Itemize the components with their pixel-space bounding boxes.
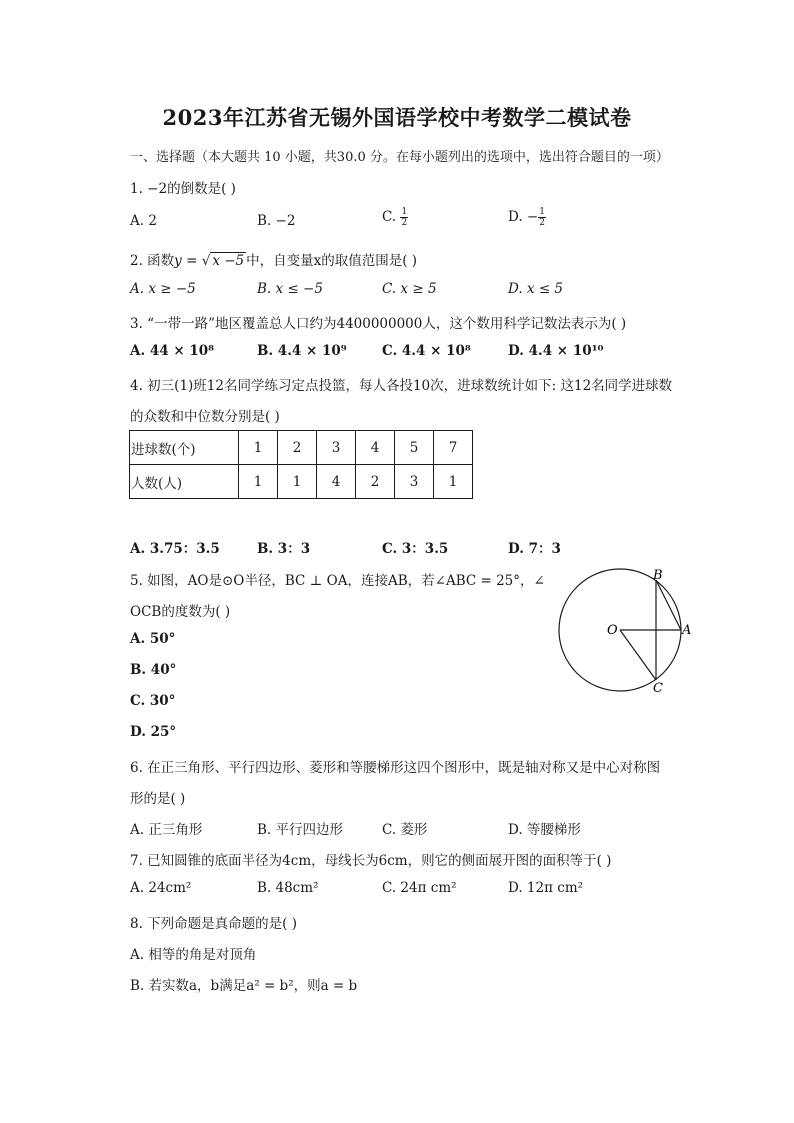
- q1-option-c: [382, 207, 408, 228]
- table-cell: 1: [239, 431, 278, 465]
- q2-option-a: A. x ≥ −5: [130, 281, 196, 297]
- q6-option-b: B. 平行四边形: [257, 822, 344, 838]
- q1-c-numerator: 1: [401, 207, 408, 217]
- q1-option-a: A. 2: [130, 213, 157, 229]
- question-6-stem-line-1: 6. 在正三角形、平行四边形、菱形和等腰梯形这四个图形中，既是轴对称又是中心对称图: [130, 760, 661, 776]
- q6-option-d: D. 等腰梯形: [508, 822, 581, 838]
- q5-option-b: B. 40°: [130, 662, 177, 678]
- q7-option-d: D. 12π cm²: [508, 880, 584, 896]
- table-row: [130, 431, 473, 465]
- q2-option-c: C. x ≥ 5: [382, 281, 437, 297]
- q8-option-b: B. 若实数a，b满足a² = b²，则a = b: [130, 978, 358, 994]
- table-cell: 3: [317, 431, 356, 465]
- q5-option-c: C. 30°: [130, 693, 176, 709]
- page-title: 2023年江苏省无锡外国语学校中考数学二模试卷: [162, 105, 632, 130]
- segment-oc: [620, 630, 656, 680]
- label-c: C: [653, 681, 663, 696]
- q3-option-c: C. 4.4 × 10⁸: [382, 343, 471, 359]
- q1-d-numerator: 1: [539, 207, 545, 217]
- q7-option-b: B. 48cm²: [257, 880, 319, 896]
- q2-stem-expr: y =: [174, 253, 202, 269]
- question-1-stem: 1. −2的倒数是( ): [130, 181, 236, 197]
- q4-option-c: C. 3：3.5: [382, 541, 449, 557]
- table-cell: 1: [278, 465, 317, 499]
- q2-option-b: B. x ≤ −5: [257, 281, 323, 297]
- table-cell: 3: [395, 465, 434, 499]
- q4-option-b: B. 3：3: [257, 541, 311, 557]
- q8-option-a: A. 相等的角是对顶角: [130, 947, 257, 963]
- q7-option-a: A. 24cm²: [130, 880, 192, 896]
- table-cell: 4: [356, 431, 395, 465]
- table-cell: 4: [317, 465, 356, 499]
- table-cell: 2: [356, 465, 395, 499]
- table-header-cell: 人数(人): [130, 465, 239, 499]
- q1-option-c-prefix: C.: [382, 209, 397, 225]
- q4-option-a: A. 3.75：3.5: [130, 541, 220, 557]
- label-o: O: [607, 623, 618, 638]
- table-row: [130, 465, 473, 499]
- table-cell: 2: [278, 431, 317, 465]
- q4-data-table: [129, 430, 473, 499]
- table-header-cell: 进球数(个): [130, 431, 239, 465]
- question-5-stem-line-1: 5. 如图，AO是⊙O半径，BC ⊥ OA，连接AB，若∠ABC = 25°，∠: [130, 573, 545, 589]
- table-cell: 7: [434, 431, 473, 465]
- q1-option-d: [508, 207, 546, 228]
- table-cell: 5: [395, 431, 434, 465]
- q1-option-d-prefix: D. −: [508, 209, 539, 225]
- question-3-stem: 3. “一带一路”地区覆盖总人口约为4400000000人，这个数用科学记数法表示为( ): [130, 316, 627, 332]
- q3-option-a: A. 44 × 10⁸: [130, 343, 215, 359]
- question-2-stem: 2. 函数y = √ x −5 中，自变量x的取值范围是( ): [130, 253, 418, 269]
- question-4-stem-line-2: 的众数和中位数分别是( ): [130, 409, 280, 425]
- section-heading: 一、选择题（本大题共 10 小题，共30.0 分。在每小题列出的选项中，选出符合题目的一项）: [130, 150, 669, 165]
- q1-c-denominator: 2: [401, 218, 408, 228]
- q5-option-d: D. 25°: [130, 724, 177, 740]
- q2-stem-pre: 2. 函数: [130, 253, 175, 269]
- q5-option-a: A. 50°: [130, 631, 176, 647]
- q1-option-b: B. −2: [257, 213, 296, 229]
- question-6-stem-line-2: 形的是( ): [130, 791, 186, 807]
- q6-option-a: A. 正三角形: [130, 822, 203, 838]
- segment-ab: [656, 580, 681, 630]
- question-8-stem: 8. 下列命题是真命题的是( ): [130, 916, 297, 932]
- table-cell: 1: [434, 465, 473, 499]
- q2-stem-radicand: x −5: [212, 253, 245, 269]
- q7-option-c: C. 24π cm²: [382, 880, 457, 896]
- question-7-stem: 7. 已知圆锥的底面半径为4cm，母线长为6cm，则它的侧面展开图的面积等于( ): [130, 853, 612, 869]
- q6-option-c: C. 菱形: [382, 822, 428, 838]
- q2-option-d: D. x ≤ 5: [508, 281, 564, 297]
- q1-d-denominator: 2: [539, 218, 545, 228]
- q1-option-c-fraction: [400, 207, 408, 228]
- q4-option-d: D. 7：3: [508, 541, 561, 557]
- table-cell: 1: [239, 465, 278, 499]
- label-a: A: [682, 623, 692, 638]
- question-5-stem-line-2: OCB的度数为( ): [130, 604, 231, 620]
- q3-option-b: B. 4.4 × 10⁹: [257, 343, 347, 359]
- q1-option-d-fraction: [538, 207, 546, 228]
- label-b: B: [653, 568, 663, 583]
- q3-option-d: D. 4.4 × 10¹⁰: [508, 343, 604, 359]
- q5-circle-figure: [545, 563, 705, 698]
- question-4-stem-line-1: 4. 初三(1)班12名同学练习定点投篮，每人各投10次，进球数统计如下: 这12名同学进球数: [130, 378, 673, 394]
- q2-stem-post: 中，自变量x的取值范围是( ): [246, 253, 418, 269]
